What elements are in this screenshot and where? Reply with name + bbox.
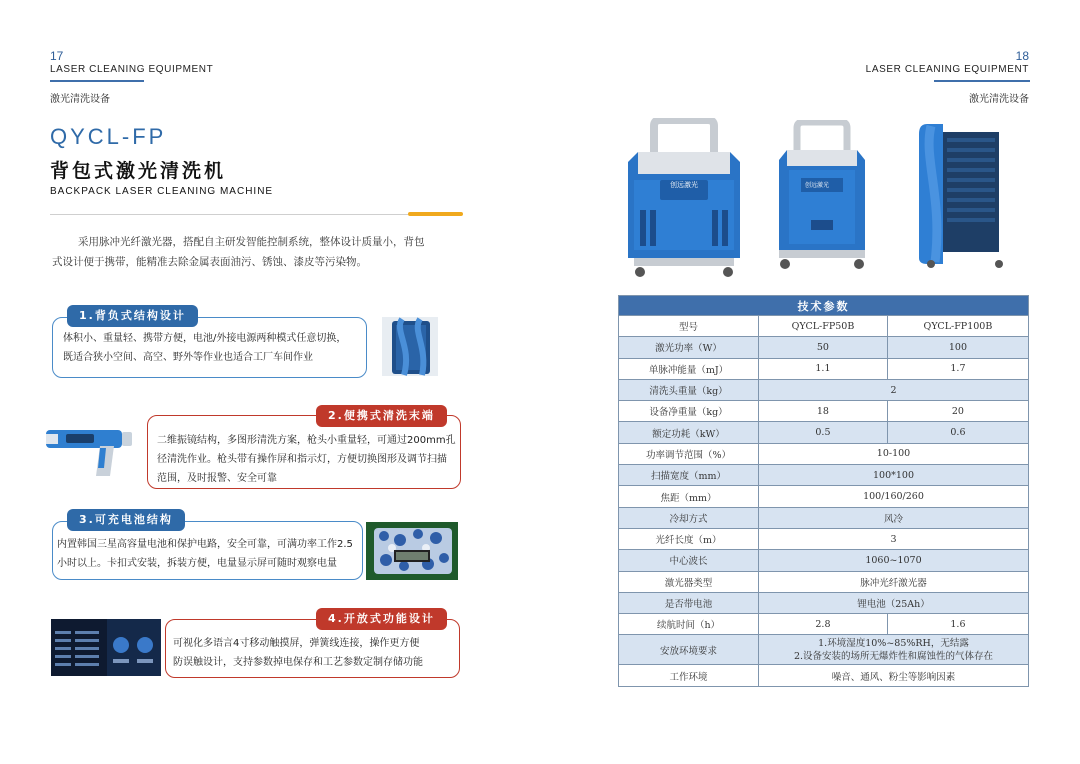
spec-label: 续航时间（h） <box>619 614 759 635</box>
spec-value: 3 <box>759 528 1029 549</box>
spec-value: 锂电池（25Ah） <box>759 592 1029 613</box>
spec-value: 脉冲光纤激光器 <box>759 571 1029 592</box>
spec-row <box>619 486 1029 507</box>
spec-label: 工作环境 <box>619 665 759 686</box>
spec-label: 额定功耗（kW） <box>619 422 759 443</box>
env-requirement-line-1: 1.环境湿度10%~85%RH，无结露 <box>818 637 969 649</box>
laser-gun-image <box>44 418 134 480</box>
spec-table-title: 技术参数 <box>619 296 1029 316</box>
product-intro <box>52 232 464 272</box>
intro-line-1: 采用脉冲光纤激光器，搭配自主研发智能控制系统，整体设计质量小，背包 <box>78 236 425 248</box>
feature-3-line-2: 小时以上。卡扣式安装，拆装方便，电量显示屏可随时观察电量 <box>57 558 337 569</box>
feature-4-line-2: 防误触设计，支持参数掉电保存和工艺参数定制存储功能 <box>173 657 423 668</box>
spec-row <box>619 337 1029 358</box>
backpack-side-image <box>382 317 438 376</box>
machine-angle-brand: 创远激光 <box>805 182 830 189</box>
feature-4-line-1: 可视化多语言4寸移动触摸屏，弹簧线连接，操作更方便 <box>173 638 420 649</box>
right-header-title-en: LASER CLEANING EQUIPMENT <box>865 64 1029 75</box>
spec-row <box>619 571 1029 592</box>
spec-label: 激光功率（W） <box>619 337 759 358</box>
spec-label: 激光器类型 <box>619 571 759 592</box>
feature-3-title: 3.可充电池结构 <box>67 509 185 531</box>
spec-row <box>619 443 1029 464</box>
spec-value-a: 0.5 <box>759 422 888 443</box>
product-name-en: BACKPACK LASER CLEANING MACHINE <box>50 186 274 197</box>
spec-row-model <box>619 316 1029 337</box>
spec-row <box>619 507 1029 528</box>
spec-label: 是否带电池 <box>619 592 759 613</box>
spec-value-a: 1.1 <box>759 358 888 379</box>
spec-label: 焦距（mm） <box>619 486 759 507</box>
title-divider-gray <box>50 214 408 215</box>
spec-value-b: 1.7 <box>887 358 1028 379</box>
spec-value: 100/160/260 <box>759 486 1029 507</box>
spec-value-b: 0.6 <box>887 422 1028 443</box>
spec-label: 光纤长度（m） <box>619 528 759 549</box>
feature-3-text <box>57 535 353 573</box>
machine-front-image <box>624 118 744 280</box>
spec-row <box>619 358 1029 379</box>
spec-value: 10-100 <box>759 443 1029 464</box>
spec-value: 风冷 <box>759 507 1029 528</box>
touchscreen-image <box>51 619 161 676</box>
left-page-number: 17 <box>50 49 64 63</box>
spec-label: 冷却方式 <box>619 507 759 528</box>
spec-value: 100*100 <box>759 465 1029 486</box>
spec-table <box>618 295 1029 687</box>
spec-value-b: 20 <box>887 401 1028 422</box>
spec-value-a: 18 <box>759 401 888 422</box>
spec-label: 单脉冲能量（mJ） <box>619 358 759 379</box>
spec-value: 噪音、通风、粉尘等影响因素 <box>759 665 1029 686</box>
spec-value-b: 1.6 <box>887 614 1028 635</box>
left-header-title-en: LASER CLEANING EQUIPMENT <box>50 64 214 75</box>
spec-label: 功率调节范围（%） <box>619 443 759 464</box>
feature-2-line-2: 径清洗作业。枪头带有操作屏和指示灯，方便切换图形及调节扫描 <box>157 454 447 465</box>
title-divider-orange <box>408 212 463 216</box>
feature-4-text <box>173 634 423 672</box>
right-header-rule <box>934 80 1030 82</box>
spec-label: 清洗头重量（kg） <box>619 379 759 400</box>
spec-value-a: 50 <box>759 337 888 358</box>
spec-label: 型号 <box>619 316 759 337</box>
spec-row <box>619 614 1029 635</box>
spec-label: 设备净重量（kg） <box>619 401 759 422</box>
left-header-rule <box>50 80 144 82</box>
spec-label: 中心波长 <box>619 550 759 571</box>
left-header-title-cn: 激光清洗设备 <box>50 94 110 105</box>
product-model: QYCL-FP <box>50 124 167 149</box>
spec-value-b: 100 <box>887 337 1028 358</box>
spec-row <box>619 665 1029 686</box>
env-requirement-line-2: 2.设备安装的场所无爆炸性和腐蚀性的气体存在 <box>793 650 994 662</box>
spec-row <box>619 422 1029 443</box>
feature-4-title: 4.开放式功能设计 <box>316 608 447 630</box>
feature-2-text <box>157 431 456 488</box>
spec-value-a: 2.8 <box>759 614 888 635</box>
spec-row <box>619 550 1029 571</box>
spec-label: 安放环境要求 <box>619 635 759 665</box>
feature-1-line-2: 既适合狭小空间、高空、野外等作业也适合工厂车间作业 <box>63 352 313 363</box>
feature-1-text <box>63 329 346 367</box>
spec-value <box>759 635 1029 665</box>
spec-value: 1060~1070 <box>759 550 1029 571</box>
spec-value-a: QYCL-FP50B <box>759 316 888 337</box>
feature-1-title: 1.背负式结构设计 <box>67 305 198 327</box>
machine-back-image <box>913 118 1013 270</box>
spec-row <box>619 379 1029 400</box>
machine-angle-image <box>775 120 869 274</box>
feature-2-line-3: 范围，及时报警、安全可靠 <box>157 473 277 484</box>
machine-front-brand: 创远激光 <box>670 181 698 189</box>
spec-value: 2 <box>759 379 1029 400</box>
right-page-number: 18 <box>1015 49 1029 63</box>
feature-1-line-1: 体积小、重量轻、携带方便，电池/外接电源两种模式任意切换， <box>63 333 347 344</box>
intro-line-2: 式设计便于携带，能精准去除金属表面油污、锈蚀、漆皮等污染物。 <box>52 256 367 268</box>
feature-3-line-1: 内置韩国三星高容量电池和保护电路，安全可靠，可满功率工作2.5 <box>57 539 353 550</box>
product-name-cn: 背包式激光清洗机 <box>50 160 227 182</box>
spec-row <box>619 592 1029 613</box>
spec-row <box>619 635 1029 665</box>
feature-2-title: 2.便携式清洗末端 <box>316 405 447 427</box>
spec-row <box>619 528 1029 549</box>
right-header-title-cn: 激光清洗设备 <box>969 94 1029 105</box>
spec-row <box>619 465 1029 486</box>
spec-row <box>619 401 1029 422</box>
spec-value-b: QYCL-FP100B <box>887 316 1028 337</box>
battery-pack-image <box>366 522 458 580</box>
feature-2-line-1: 二维振镜结构，多图形清洗方案，枪头小重量轻，可通过200mm孔 <box>157 435 456 446</box>
spec-label: 扫描宽度（mm） <box>619 465 759 486</box>
